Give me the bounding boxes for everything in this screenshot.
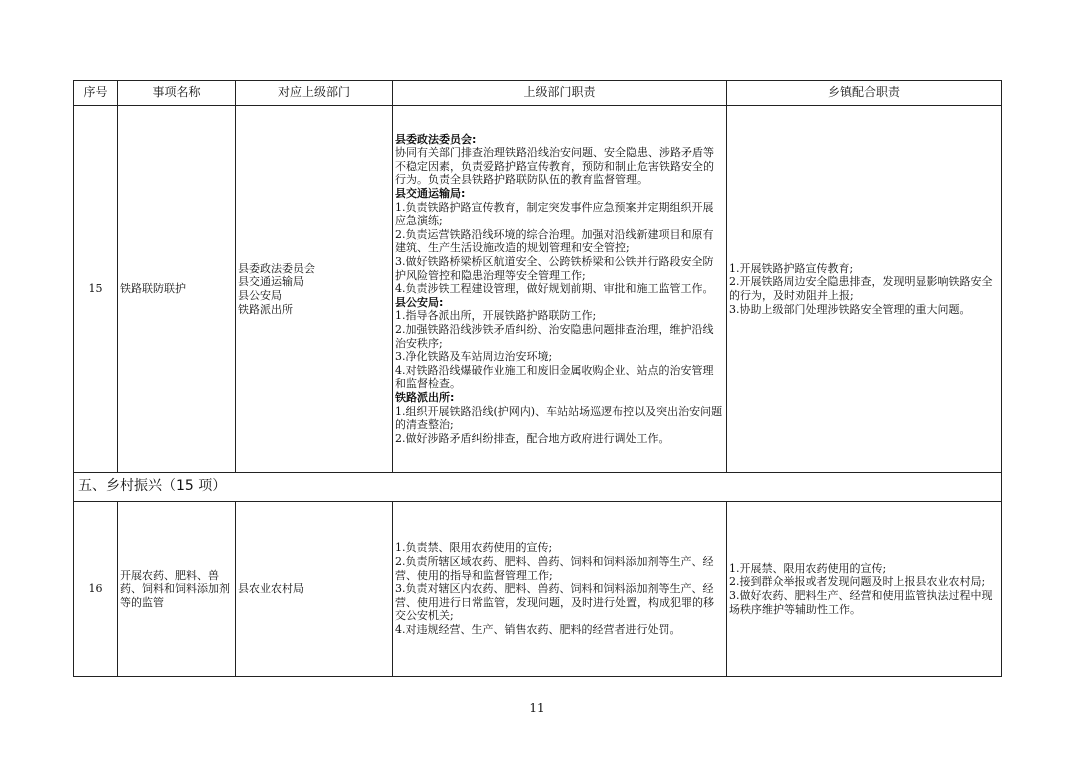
department-item: 县委政法委员会	[238, 261, 315, 275]
duty-line: 1.组织开展铁路沿线(护网内)、车站站场巡逻布控以及突出治安问题的清查整治;	[395, 404, 723, 432]
superior-duties	[393, 106, 727, 473]
town-duty-line: 2.开展铁路周边安全隐患排查，发现明显影响铁路安全的行为，及时劝阻并上报;	[729, 275, 993, 302]
town-duty-line: 1.开展铁路护路宣传教育;	[729, 261, 854, 275]
department-item: 县交通运输局	[238, 275, 304, 289]
table-row	[74, 502, 1002, 677]
duty-heading: 县委政法委员会:	[395, 132, 477, 146]
superior-duties	[393, 502, 727, 677]
duty-heading: 县公安局:	[395, 295, 444, 309]
duty-line: 1.指导各派出所，开展铁路护路联防工作;	[395, 309, 597, 323]
duty-line: 4.对铁路沿线爆破作业施工和废旧金属收购企业、站点的治安管理和监督检查。	[395, 363, 714, 391]
town-duty-line: 3.协助上级部门处理涉铁路安全管理的重大问题。	[729, 302, 971, 316]
town-duty-line: 2.接到群众举报或者发现问题及时上报县农业农村局;	[729, 575, 986, 589]
page-number: 11	[529, 701, 545, 715]
section-row	[74, 473, 1002, 502]
department-item: 铁路派出所	[238, 302, 293, 316]
duty-line: 1.负责禁、限用农药使用的宣传;	[395, 541, 553, 555]
duty-line: 2.加强铁路沿线涉铁矛盾纠纷、治安隐患问题排查治理，维护沿线治安秩序;	[395, 322, 714, 350]
duty-heading: 县交通运输局:	[395, 187, 466, 201]
duty-line: 4.负责涉铁工程建设管理，做好规划前期、审批和施工监管工作。	[395, 282, 714, 296]
header-superior-dept: 对应上级部门	[236, 81, 393, 106]
header-superior-duties: 上级部门职责	[393, 81, 727, 106]
row-number: 16	[74, 502, 118, 677]
duty-line: 协同有关部门排查治理铁路沿线治安问题、安全隐患、涉路矛盾等不稳定因素，负责爱路护路宣传教育，预防和制止危害铁路安全的行为。负责全县铁路护路联防队伍的教育监督管理。	[395, 146, 714, 187]
duty-line: 2.做好涉路矛盾纠纷排查，配合地方政府进行调处工作。	[395, 431, 670, 445]
header-item-name: 事项名称	[118, 81, 236, 106]
section-title: 五、乡村振兴（15 项）	[74, 473, 1002, 502]
duty-line: 2.负责运营铁路沿线环境的综合治理。加强对沿线新建项目和原有建筑、生产生活设施改造的规划管理和安全管控;	[395, 227, 714, 255]
town-duties	[727, 502, 1002, 677]
header-row	[74, 81, 1002, 106]
duty-heading: 铁路派出所:	[395, 390, 455, 404]
town-duty-line: 1.开展禁、限用农药使用的宣传;	[729, 561, 887, 575]
duty-line: 3.负责对辖区内农药、肥料、兽药、饲料和饲料添加剂等生产、经营、使用进行日常监管，发现问题，及时进行处置，构成犯罪的移交公安机关;	[395, 582, 714, 623]
town-duties	[727, 106, 1002, 473]
header-no: 序号	[74, 81, 118, 106]
duty-line: 3.净化铁路及车站周边治安环境;	[395, 350, 553, 364]
duty-line: 2.负责所辖区域农药、肥料、兽药、饲料和饲料添加剂等生产、经营、使用的指导和监督管理工作;	[395, 555, 714, 582]
table-row	[74, 106, 1002, 473]
superior-departments: 县农业农村局	[236, 502, 393, 677]
duty-line: 1.负责铁路护路宣传教育，制定突发事件应急预案并定期组织开展应急演练;	[395, 200, 714, 228]
town-duty-line: 3.做好农药、肥料生产、经营和使用监管执法过程中现场秩序维护等辅助性工作。	[729, 589, 993, 616]
item-name: 开展农药、肥料、兽药、饲料和饲料添加剂等的监管	[118, 502, 236, 677]
duty-line: 3.做好铁路桥梁桥区航道安全、公跨铁桥梁和公铁并行路段安全防护风险管控和隐患治理等安全管理工作;	[395, 255, 714, 282]
duty-line: 4.对违规经营、生产、销售农药、肥料的经营者进行处罚。	[395, 622, 681, 636]
responsibility-table	[73, 80, 1002, 677]
department-item: 县公安局	[238, 289, 282, 302]
row-number: 15	[74, 106, 118, 473]
header-town-duties: 乡镇配合职责	[727, 81, 1002, 106]
item-name: 铁路联防联护	[118, 106, 236, 473]
superior-departments	[236, 106, 393, 473]
